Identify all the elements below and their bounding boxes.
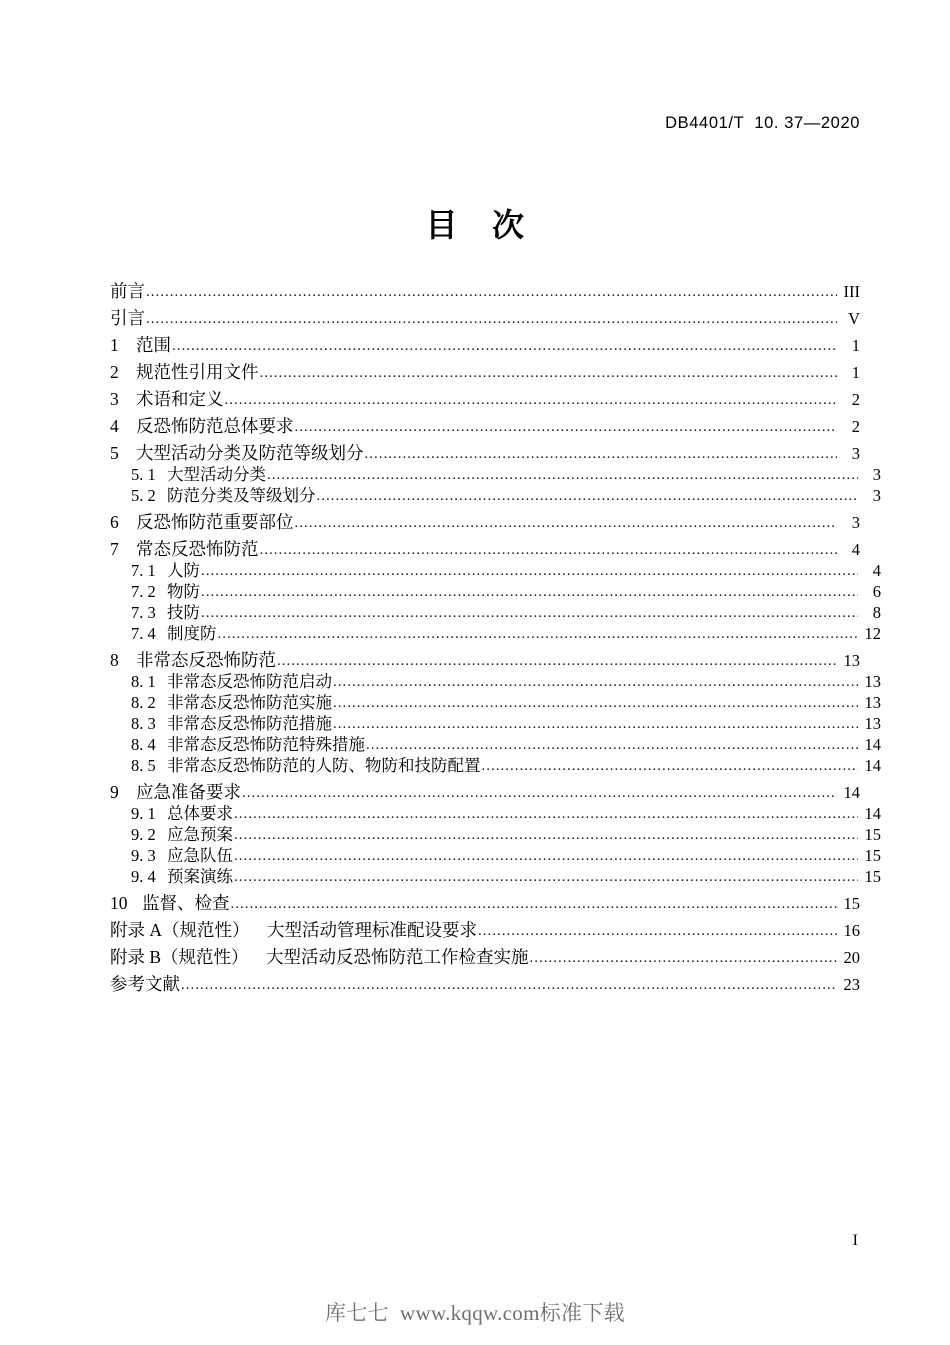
toc-dot-leader bbox=[146, 312, 837, 327]
toc-entry-number: 7. 2 bbox=[131, 582, 156, 601]
toc-entry-page-number: 1 bbox=[851, 336, 860, 355]
toc-entry-page-number: 15 bbox=[843, 894, 860, 913]
toc-dot-leader bbox=[333, 675, 858, 690]
toc-entry[interactable] bbox=[110, 652, 860, 670]
toc-dot-leader bbox=[242, 786, 837, 801]
toc-entry-page-number: 15 bbox=[864, 867, 881, 886]
toc-entry-label: 非常态反恐怖防范启动 bbox=[167, 672, 332, 691]
toc-entry[interactable] bbox=[110, 283, 860, 301]
toc-entry-number: 5. 2 bbox=[131, 486, 156, 505]
toc-entry[interactable] bbox=[110, 541, 860, 559]
toc-entry-page-number: 20 bbox=[843, 948, 860, 967]
toc-entry-page-number: 3 bbox=[872, 486, 881, 505]
toc-entry[interactable] bbox=[110, 976, 860, 994]
toc-entry-page-number: 12 bbox=[864, 624, 881, 643]
toc-entry[interactable] bbox=[110, 827, 881, 844]
toc-entry-number: 5. 1 bbox=[131, 465, 156, 484]
toc-dot-leader bbox=[260, 366, 838, 381]
toc-entry-page-number: V bbox=[848, 309, 860, 328]
toc-entry-label: 反恐怖防范总体要求 bbox=[136, 416, 294, 436]
toc-entry-page-number: 13 bbox=[864, 693, 881, 712]
toc-dot-leader bbox=[365, 447, 838, 462]
toc-entry-page-number: 23 bbox=[843, 975, 860, 994]
toc-entry[interactable] bbox=[110, 737, 881, 754]
toc-dot-leader bbox=[333, 696, 858, 711]
toc-entry[interactable] bbox=[110, 418, 860, 436]
toc-dot-leader bbox=[366, 738, 858, 753]
toc-dot-leader bbox=[234, 828, 858, 843]
toc-entry[interactable] bbox=[110, 467, 881, 484]
toc-dot-leader bbox=[172, 339, 837, 354]
toc-dot-leader bbox=[333, 717, 858, 732]
toc-dot-leader bbox=[317, 489, 859, 504]
toc-dot-leader bbox=[181, 978, 837, 993]
toc-entry-number: 7 bbox=[110, 539, 119, 559]
toc-entry-page-number: 15 bbox=[864, 825, 881, 844]
toc-entry-page-number: 15 bbox=[864, 846, 881, 865]
toc-entry-number: 1 bbox=[110, 335, 119, 355]
toc-entry[interactable] bbox=[110, 364, 860, 382]
toc-entry-label: 前言 bbox=[110, 281, 145, 301]
toc-entry[interactable] bbox=[110, 784, 860, 802]
toc-dot-leader bbox=[218, 627, 859, 642]
toc-dot-leader bbox=[530, 951, 837, 966]
toc-entry-label: 物防 bbox=[167, 582, 200, 601]
toc-entry-label: 应急队伍 bbox=[167, 846, 233, 865]
toc-entry-label: 反恐怖防范重要部位 bbox=[136, 512, 294, 532]
toc-entry[interactable] bbox=[110, 716, 881, 733]
toc-entry-number: 8 bbox=[110, 650, 119, 670]
toc-entry-number: 9 bbox=[110, 782, 119, 802]
toc-entry-page-number: 14 bbox=[864, 804, 881, 823]
toc-entry[interactable] bbox=[110, 922, 860, 940]
toc-dot-leader bbox=[277, 654, 837, 669]
toc-entry[interactable] bbox=[110, 514, 860, 532]
toc-entry-number: 9. 4 bbox=[131, 867, 156, 886]
toc-entry-number: 8. 1 bbox=[131, 672, 156, 691]
toc-entry[interactable] bbox=[110, 869, 881, 886]
toc-entry-number: 9. 1 bbox=[131, 804, 156, 823]
toc-entry[interactable] bbox=[110, 848, 881, 865]
toc-entry-number: 4 bbox=[110, 416, 119, 436]
toc-entry-number: 5 bbox=[110, 443, 119, 463]
toc-entry-number: 8. 4 bbox=[131, 735, 156, 754]
toc-entry-label: 大型活动分类及防范等级划分 bbox=[136, 443, 364, 463]
standard-number-header: DB4401/T 10. 37—2020 bbox=[665, 114, 860, 132]
toc-entry-label: 监督、检查 bbox=[142, 893, 230, 913]
toc-entry-label: 附录 B（规范性） 大型活动反恐怖防范工作检查实施 bbox=[110, 947, 529, 967]
toc-entry-label: 引言 bbox=[110, 308, 145, 328]
toc-entry[interactable] bbox=[110, 584, 881, 601]
toc-entry-label: 预案演练 bbox=[167, 867, 233, 886]
toc-entry-label: 技防 bbox=[167, 603, 200, 622]
toc-entry-number: 2 bbox=[110, 362, 119, 382]
toc-dot-leader bbox=[234, 849, 858, 864]
toc-entry[interactable] bbox=[110, 949, 860, 967]
toc-entry-page-number: 2 bbox=[851, 417, 860, 436]
toc-entry-page-number: 6 bbox=[872, 582, 881, 601]
toc-entry-page-number: 3 bbox=[851, 444, 860, 463]
toc-entry-number: 7. 1 bbox=[131, 561, 156, 580]
toc-entry-number: 3 bbox=[110, 389, 119, 409]
toc-entry-label: 术语和定义 bbox=[136, 389, 224, 409]
toc-dot-leader bbox=[146, 285, 837, 300]
toc-entry-page-number: 13 bbox=[843, 651, 860, 670]
toc-entry-page-number: 13 bbox=[864, 714, 881, 733]
toc-entry-number: 8. 5 bbox=[131, 756, 156, 775]
toc-dot-leader bbox=[295, 420, 838, 435]
toc-entry[interactable] bbox=[110, 337, 860, 355]
toc-entry-number: 8. 2 bbox=[131, 693, 156, 712]
toc-dot-leader bbox=[260, 543, 838, 558]
toc-entry-label: 大型活动分类 bbox=[167, 465, 266, 484]
toc-entry-number: 6 bbox=[110, 512, 119, 532]
toc-entry[interactable] bbox=[110, 605, 881, 622]
toc-entry-number: 9. 3 bbox=[131, 846, 156, 865]
toc-entry[interactable] bbox=[110, 563, 881, 580]
toc-entry-page-number: 16 bbox=[843, 921, 860, 940]
page-number-folio: I bbox=[852, 1232, 858, 1249]
toc-dot-leader bbox=[482, 759, 859, 774]
toc-entry-number: 10 bbox=[110, 893, 128, 913]
toc-dot-leader bbox=[225, 393, 838, 408]
toc-entry-label: 应急准备要求 bbox=[136, 782, 241, 802]
toc-entry-page-number: 4 bbox=[872, 561, 881, 580]
toc-entry-label: 制度防 bbox=[167, 624, 217, 643]
toc-entry-label: 常态反恐怖防范 bbox=[136, 539, 259, 559]
toc-entry[interactable] bbox=[110, 674, 881, 691]
toc-entry-page-number: 14 bbox=[843, 783, 860, 802]
toc-entry-number: 7. 3 bbox=[131, 603, 156, 622]
toc-entry-label: 应急预案 bbox=[167, 825, 233, 844]
toc-dot-leader bbox=[267, 468, 858, 483]
toc-entry-page-number: 1 bbox=[851, 363, 860, 382]
toc-entry-page-number: 3 bbox=[872, 465, 881, 484]
toc-entry[interactable] bbox=[110, 806, 881, 823]
toc-entry-label: 非常态反恐怖防范特殊措施 bbox=[167, 735, 365, 754]
page-title: 目 次 bbox=[425, 207, 525, 243]
toc-entry[interactable] bbox=[110, 626, 881, 643]
toc-entry-label: 人防 bbox=[167, 561, 200, 580]
toc-entry-label: 非常态反恐怖防范措施 bbox=[167, 714, 332, 733]
toc-dot-leader bbox=[478, 924, 837, 939]
toc-dot-leader bbox=[234, 870, 858, 885]
toc-entry-page-number: 14 bbox=[864, 735, 881, 754]
toc-dot-leader bbox=[231, 897, 838, 912]
toc-dot-leader bbox=[201, 585, 858, 600]
toc-entry-number: 9. 2 bbox=[131, 825, 156, 844]
toc-entry-label: 总体要求 bbox=[167, 804, 233, 823]
toc-entry-label: 非常态反恐怖防范实施 bbox=[167, 693, 332, 712]
toc-entry[interactable] bbox=[110, 445, 860, 463]
watermark-footer: 库七七 www.kqqw.com标准下载 bbox=[325, 1301, 625, 1325]
toc-entry-label: 参考文献 bbox=[110, 974, 180, 994]
toc-entry-page-number: 14 bbox=[864, 756, 881, 775]
toc-entry-page-number: 3 bbox=[851, 513, 860, 532]
toc-entry-page-number: 8 bbox=[872, 603, 881, 622]
toc-dot-leader bbox=[201, 606, 858, 621]
toc-entry-label: 附录 A（规范性） 大型活动管理标准配设要求 bbox=[110, 920, 478, 940]
toc-entry[interactable] bbox=[110, 391, 860, 409]
toc-entry-number: 7. 4 bbox=[131, 624, 156, 643]
toc-dot-leader bbox=[234, 807, 858, 822]
toc-entry-page-number: 4 bbox=[851, 540, 860, 559]
table-of-contents bbox=[110, 281, 881, 994]
toc-entry-label: 范围 bbox=[136, 335, 171, 355]
toc-entry-page-number: III bbox=[843, 282, 860, 301]
toc-entry-label: 非常态反恐怖防范 bbox=[136, 650, 276, 670]
toc-entry[interactable] bbox=[110, 695, 881, 712]
toc-entry-page-number: 13 bbox=[864, 672, 881, 691]
toc-entry-number: 8. 3 bbox=[131, 714, 156, 733]
toc-entry-page-number: 2 bbox=[851, 390, 860, 409]
toc-entry[interactable] bbox=[110, 895, 860, 913]
toc-entry-label: 非常态反恐怖防范的人防、物防和技防配置 bbox=[167, 756, 481, 775]
toc-entry-label: 规范性引用文件 bbox=[136, 362, 259, 382]
toc-entry[interactable] bbox=[110, 488, 881, 505]
toc-entry[interactable] bbox=[110, 310, 860, 328]
toc-dot-leader bbox=[201, 564, 858, 579]
toc-entry-label: 防范分类及等级划分 bbox=[167, 486, 316, 505]
toc-entry[interactable] bbox=[110, 758, 881, 775]
toc-dot-leader bbox=[295, 516, 838, 531]
